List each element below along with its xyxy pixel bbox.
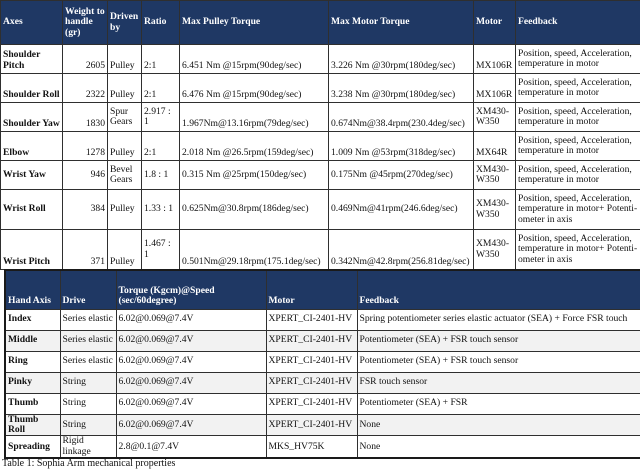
arm-ratio-cell: 2:1 <box>142 45 180 74</box>
arm-driven-cell: Pulley <box>108 74 142 103</box>
arm-driven-cell: Bevel Gears <box>108 161 142 190</box>
arm-pulley-torque-cell: 2.018 Nm @26.5rpm(159deg/sec) <box>180 132 329 161</box>
arm-pulley-torque-cell: 1.967Nm@13.16rpm(79deg/sec) <box>180 103 329 132</box>
arm-weight-cell: 2605 <box>63 45 108 74</box>
table-row <box>1 103 640 132</box>
arm-weight-cell: 371 <box>63 230 108 270</box>
hand-motor-cell: XPERT_CI-2401-HV <box>266 414 357 436</box>
arm-feedback-cell: Position, speed, Acceleration, temperature in motor <box>516 45 640 74</box>
hand-motor-cell: XPERT_CI-2401-HV <box>266 330 357 351</box>
hand-header-axis: Hand Axis <box>5 270 60 309</box>
arm-ratio-cell: 1.8 : 1 <box>142 161 180 190</box>
hand-axis-cell: Index <box>5 309 60 330</box>
hand-feedback-cell: Potentiometer (SEA) + FSR touch sensor <box>357 330 640 351</box>
hand-axis-cell: Thumb Roll <box>5 414 60 436</box>
arm-pulley-torque-cell: 6.476 Nm @15rpm(90deg/sec) <box>180 74 329 103</box>
hand-axis-cell: Middle <box>5 330 60 351</box>
arm-driven-cell: Pulley <box>108 230 142 270</box>
table-row <box>1 230 640 270</box>
hand-motor-cell: XPERT_CI-2401-HV <box>266 309 357 330</box>
arm-weight-cell: 1278 <box>63 132 108 161</box>
arm-header-weight: Weight to handle (gr) <box>63 1 108 45</box>
hand-motor-cell: XPERT_CI-2401-HV <box>266 351 357 372</box>
arm-motor-cell: XM430-W350 <box>474 230 516 270</box>
arm-header-motor-torque: Max Motor Torque <box>329 1 474 45</box>
arm-axis-cell: Shoulder Yaw <box>1 103 63 132</box>
hand-motor-cell: XPERT_CI-2401-HV <box>266 393 357 414</box>
hand-motor-cell: XPERT_CI-2401-HV <box>266 372 357 393</box>
arm-header-driven: Driven by <box>108 1 142 45</box>
table-row <box>5 414 640 436</box>
hand-table-header-row <box>5 270 640 309</box>
hand-torque-cell: 6.02@0.069@7.4V <box>116 372 266 393</box>
arm-feedback-cell: Position, speed, Acceleration, temperature in motor <box>516 74 640 103</box>
hand-feedback-cell: None <box>357 436 640 458</box>
table-row <box>1 161 640 190</box>
hand-header-motor: Motor <box>266 270 357 309</box>
arm-pulley-torque-cell: 0.315 Nm @25rpm(150deg/sec) <box>180 161 329 190</box>
hand-drive-cell: Series elastic <box>60 351 116 372</box>
hand-torque-cell: 6.02@0.069@7.4V <box>116 351 266 372</box>
arm-header-axes: Axes <box>1 1 63 45</box>
hand-drive-cell: String <box>60 414 116 436</box>
arm-motor-torque-cell: 3.226 Nm @30rpm(180deg/sec) <box>329 45 474 74</box>
arm-motor-torque-cell: 3.238 Nm @30rpm(180deg/sec) <box>329 74 474 103</box>
arm-motor-cell: MX64R <box>474 132 516 161</box>
hand-drive-cell: Rigid linkage <box>60 436 116 458</box>
hand-axis-cell: Pinky <box>5 372 60 393</box>
arm-ratio-cell: 2:1 <box>142 132 180 161</box>
hand-feedback-cell: Spring potentiometer series elastic actuator (SEA) + Force FSR touch <box>357 309 640 330</box>
arm-feedback-cell: Position, speed, Acceleration, temperature in motor <box>516 132 640 161</box>
hand-torque-cell: 2.8@0.1@7.4V <box>116 436 266 458</box>
arm-feedback-cell: Position, speed, Acceleration, temperature in motor+ Potenti-ometer in axis <box>516 230 640 270</box>
hand-axis-cell: Thumb <box>5 393 60 414</box>
hand-feedback-cell: Potentiometer (SEA) + FSR touch sensor <box>357 351 640 372</box>
arm-motor-torque-cell: 0.342Nm@42.8rpm(256.81deg/sec) <box>329 230 474 270</box>
arm-ratio-cell: 1.467 : 1 <box>142 230 180 270</box>
arm-driven-cell: Spur Gears <box>108 103 142 132</box>
hand-torque-cell: 6.02@0.069@7.4V <box>116 330 266 351</box>
hand-drive-cell: Series elastic <box>60 330 116 351</box>
arm-motor-torque-cell: 0.469Nm@41rpm(246.6deg/sec) <box>329 190 474 230</box>
hand-header-feedback: Feedback <box>357 270 640 309</box>
hand-axis-cell: Spreading <box>5 436 60 458</box>
arm-axis-cell: Shoulder Pitch <box>1 45 63 74</box>
arm-header-ratio: Ratio <box>142 1 180 45</box>
table-caption: Table 1: Sophia Arm mechanical properties <box>2 458 175 470</box>
table-row <box>5 393 640 414</box>
arm-feedback-cell: Position, speed, Acceleration, temperature in motor <box>516 161 640 190</box>
table-row <box>5 309 640 330</box>
arm-axis-cell: Wrist Yaw <box>1 161 63 190</box>
arm-motor-torque-cell: 0.674Nm@38.4rpm(230.4deg/sec) <box>329 103 474 132</box>
arm-axis-cell: Wrist Roll <box>1 190 63 230</box>
arm-axis-cell: Shoulder Roll <box>1 74 63 103</box>
hand-torque-cell: 6.02@0.069@7.4V <box>116 393 266 414</box>
arm-driven-cell: Pulley <box>108 190 142 230</box>
hand-drive-cell: Series elastic <box>60 309 116 330</box>
hand-header-torque: Torque (Kgcm)@Speed (sec/60degree) <box>116 270 266 309</box>
arm-driven-cell: Pulley <box>108 45 142 74</box>
arm-axis-cell: Elbow <box>1 132 63 161</box>
arm-motor-cell: XM430-W350 <box>474 103 516 132</box>
arm-header-feedback: Feedback <box>516 1 640 45</box>
arm-pulley-torque-cell: 0.625Nm@30.8rpm(186deg/sec) <box>180 190 329 230</box>
hand-motor-cell: MKS_HV75K <box>266 436 357 458</box>
arm-ratio-cell: 2.917 : 1 <box>142 103 180 132</box>
arm-motor-cell: MX106R <box>474 45 516 74</box>
hand-feedback-cell: Potentiometer (SEA) + FSR <box>357 393 640 414</box>
arm-ratio-cell: 2:1 <box>142 74 180 103</box>
table-row <box>1 45 640 74</box>
table-row <box>5 372 640 393</box>
arm-weight-cell: 384 <box>63 190 108 230</box>
table-row <box>5 330 640 351</box>
arm-driven-cell: Pulley <box>108 132 142 161</box>
arm-weight-cell: 1830 <box>63 103 108 132</box>
hand-torque-cell: 6.02@0.069@7.4V <box>116 414 266 436</box>
arm-pulley-torque-cell: 0.501Nm@29.18rpm(175.1deg/sec) <box>180 230 329 270</box>
hand-properties-table <box>4 269 640 459</box>
table-row <box>1 132 640 161</box>
arm-pulley-torque-cell: 6.451 Nm @15rpm(90deg/sec) <box>180 45 329 74</box>
arm-weight-cell: 946 <box>63 161 108 190</box>
table-row <box>1 190 640 230</box>
arm-header-motor: Motor <box>474 1 516 45</box>
arm-weight-cell: 2322 <box>63 74 108 103</box>
arm-motor-cell: XM430-W350 <box>474 190 516 230</box>
hand-axis-cell: Ring <box>5 351 60 372</box>
hand-feedback-cell: FSR touch sensor <box>357 372 640 393</box>
table-row <box>5 351 640 372</box>
table-row <box>5 436 640 458</box>
table-row <box>1 74 640 103</box>
arm-header-pulley-torque: Max Pulley Torque <box>180 1 329 45</box>
arm-ratio-cell: 1.33 : 1 <box>142 190 180 230</box>
arm-axis-cell: Wrist Pitch <box>1 230 63 270</box>
arm-feedback-cell: Position, speed, Acceleration, temperature in motor <box>516 103 640 132</box>
arm-motor-cell: XM430-W350 <box>474 161 516 190</box>
arm-feedback-cell: Position, speed, Acceleration, temperature in motor+ Potenti-ometer in axis <box>516 190 640 230</box>
hand-drive-cell: String <box>60 393 116 414</box>
arm-table-header-row <box>1 1 640 45</box>
arm-motor-torque-cell: 1.009 Nm @53rpm(318deg/sec) <box>329 132 474 161</box>
hand-header-drive: Drive <box>60 270 116 309</box>
arm-motor-cell: MX106R <box>474 74 516 103</box>
hand-drive-cell: String <box>60 372 116 393</box>
arm-motor-torque-cell: 0.175Nm @45rpm(270deg/sec) <box>329 161 474 190</box>
hand-feedback-cell: None <box>357 414 640 436</box>
hand-torque-cell: 6.02@0.069@7.4V <box>116 309 266 330</box>
